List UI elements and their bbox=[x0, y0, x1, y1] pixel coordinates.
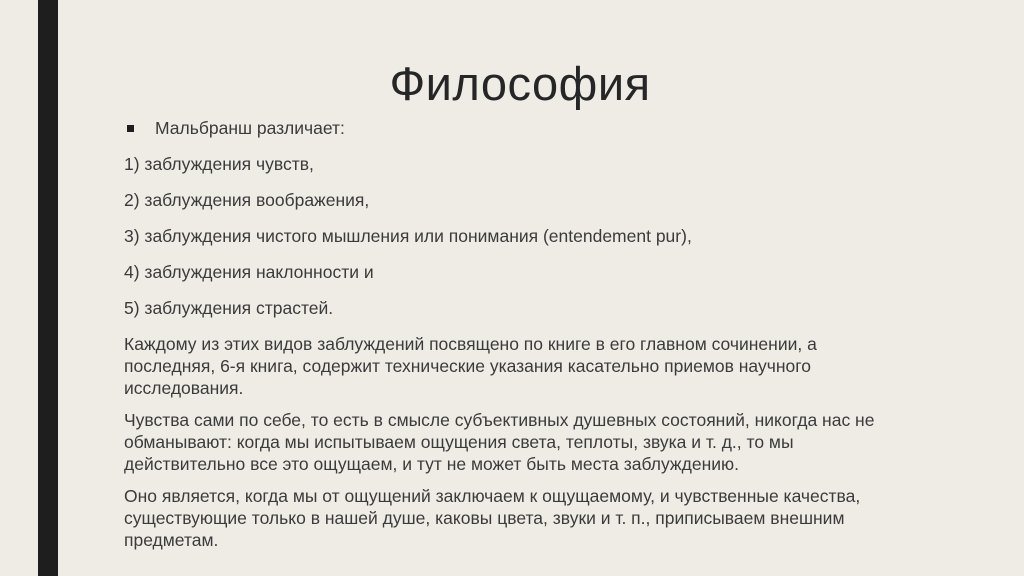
list-item-1: 1) заблуждения чувств, bbox=[124, 154, 314, 174]
paragraph-2: Чувства сами по себе, то есть в смысле субъективных душевных состояний, никогда нас не обманывают: когда мы испытываем ощущения света, теплоты, звука и т. д., то мы действительно все это ощущаем, и тут не может быть места заблуждению. bbox=[124, 410, 875, 474]
list-item-3: 3) заблуждения чистого мышления или понимания (entendement pur), bbox=[124, 226, 692, 246]
square-bullet-icon bbox=[127, 125, 134, 132]
slide-title: Философия bbox=[389, 57, 651, 110]
list-item-2: 2) заблуждения воображения, bbox=[124, 190, 370, 210]
side-accent-bar bbox=[38, 0, 58, 576]
slide-content bbox=[124, 117, 904, 561]
paragraph-1: Каждому из этих видов заблуждений посвящено по книге в его главном сочинении, а последняя, 6-я книга, содержит технические указания касательно приемов научного исследования. bbox=[124, 334, 817, 398]
list-item-4: 4) заблуждения наклонности и bbox=[124, 262, 374, 282]
paragraph-3: Оно является, когда мы от ощущений заключаем к ощущаемому, и чувственные качества, существующие только в нашей душе, каковы цвета, звуки и т. п., приписываем внешним предметам. bbox=[124, 486, 861, 550]
bullet-text: Мальбранш различает: bbox=[155, 118, 345, 138]
list-item-5: 5) заблуждения страстей. bbox=[124, 298, 334, 318]
bullet-item bbox=[124, 117, 904, 139]
